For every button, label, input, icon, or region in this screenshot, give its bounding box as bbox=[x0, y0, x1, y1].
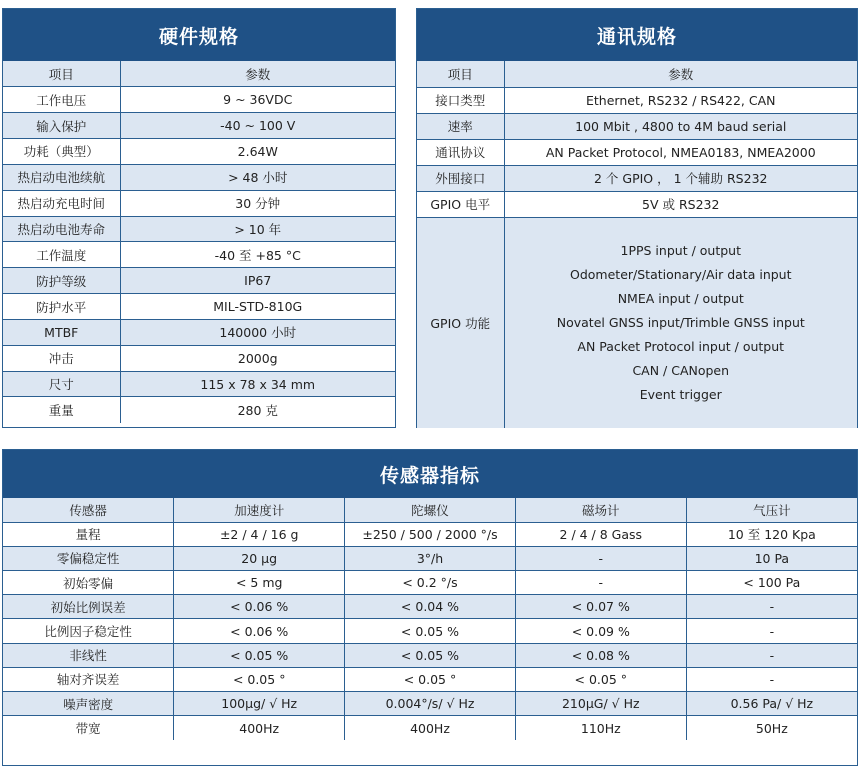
gpio-function-list bbox=[507, 243, 856, 402]
spec-item-cell: 防护等级 bbox=[3, 268, 120, 294]
table-row bbox=[3, 397, 395, 423]
spec-value-cell: < 100 Pa bbox=[686, 571, 857, 595]
spec-item-cell: 速率 bbox=[417, 113, 504, 139]
spec-value-cell: - bbox=[686, 595, 857, 619]
table-row bbox=[3, 716, 857, 740]
hardware-spec-table bbox=[3, 61, 395, 423]
table-row bbox=[3, 571, 857, 595]
gpio-function-item: 1PPS input / output bbox=[620, 243, 741, 259]
table-row bbox=[3, 595, 857, 619]
spec-value-cell: 5V 或 RS232 bbox=[504, 191, 857, 217]
spec-value-cell: ±250 / 500 / 2000 °/s bbox=[345, 522, 516, 546]
table-row bbox=[3, 87, 395, 113]
spec-value-cell: 2 / 4 / 8 Gass bbox=[515, 522, 686, 546]
spec-value-cell: 280 克 bbox=[120, 397, 395, 423]
table-row bbox=[417, 165, 857, 191]
spec-value-cell: < 0.05 % bbox=[345, 619, 516, 643]
spec-item-cell: 通讯协议 bbox=[417, 139, 504, 165]
spec-value-cell: 10 至 120 Kpa bbox=[686, 522, 857, 546]
spec-value-cell: 400Hz bbox=[174, 716, 345, 740]
spec-value-cell: 9 ~ 36VDC bbox=[120, 87, 395, 113]
comm-spec-table bbox=[417, 61, 857, 428]
spec-value-cell: Ethernet, RS232 / RS422, CAN bbox=[504, 87, 857, 113]
spec-value-cell: > 10 年 bbox=[120, 216, 395, 242]
spec-item-cell: 接口类型 bbox=[417, 87, 504, 113]
spec-item-cell: 防护水平 bbox=[3, 294, 120, 320]
spec-value-cell: 2.64W bbox=[120, 139, 395, 165]
spec-item-cell: 带宽 bbox=[3, 716, 174, 740]
spec-item-cell: 输入保护 bbox=[3, 113, 120, 139]
sensor-spec-panel bbox=[2, 449, 858, 766]
spec-item-cell: 量程 bbox=[3, 522, 174, 546]
spec-item-cell: 冲击 bbox=[3, 345, 120, 371]
spec-value-cell: 2000g bbox=[120, 345, 395, 371]
spec-value-cell: 10 Pa bbox=[686, 546, 857, 570]
gpio-function-item: Odometer/Stationary/Air data input bbox=[570, 267, 792, 283]
header-cell: 传感器 bbox=[3, 498, 174, 522]
header-cell: 气压计 bbox=[686, 498, 857, 522]
spec-value-cell: 3°/h bbox=[345, 546, 516, 570]
spec-value-cell: < 5 mg bbox=[174, 571, 345, 595]
spec-item-cell: 功耗（典型） bbox=[3, 139, 120, 165]
header-cell: 参数 bbox=[504, 61, 857, 87]
spec-value-cell: ±2 / 4 / 16 g bbox=[174, 522, 345, 546]
gpio-function-item: NMEA input / output bbox=[617, 291, 744, 307]
table-row bbox=[3, 522, 857, 546]
table-row bbox=[3, 190, 395, 216]
spec-item-cell: 外围接口 bbox=[417, 165, 504, 191]
gpio-function-label: GPIO 功能 bbox=[417, 217, 504, 428]
header-cell: 参数 bbox=[120, 61, 395, 87]
spec-value-cell: MIL-STD-810G bbox=[120, 294, 395, 320]
spec-value-cell: - bbox=[515, 571, 686, 595]
spec-value-cell: 20 µg bbox=[174, 546, 345, 570]
spec-value-cell: - bbox=[686, 619, 857, 643]
hardware-spec-panel bbox=[2, 8, 396, 428]
spec-value-cell: < 0.09 % bbox=[515, 619, 686, 643]
spec-value-cell: 210µG/ √ Hz bbox=[515, 692, 686, 716]
table-row bbox=[417, 139, 857, 165]
spec-item-cell: 初始零偏 bbox=[3, 571, 174, 595]
spec-value-cell: < 0.04 % bbox=[345, 595, 516, 619]
table-row bbox=[3, 113, 395, 139]
spec-value-cell: 2 个 GPIO ， 1 个辅助 RS232 bbox=[504, 165, 857, 191]
spec-value-cell: < 0.05 ° bbox=[515, 667, 686, 691]
spec-value-cell: < 0.05 % bbox=[345, 643, 516, 667]
table-row bbox=[3, 268, 395, 294]
gpio-function-list-cell bbox=[504, 217, 857, 428]
table-header-row bbox=[3, 61, 395, 87]
spec-item-cell: 热启动充电时间 bbox=[3, 190, 120, 216]
spec-value-cell: -40 至 +85 °C bbox=[120, 242, 395, 268]
spec-value-cell: < 0.06 % bbox=[174, 619, 345, 643]
hardware-spec-title: 硬件规格 bbox=[3, 9, 395, 61]
header-cell: 加速度计 bbox=[174, 498, 345, 522]
spec-value-cell: 50Hz bbox=[686, 716, 857, 740]
spec-item-cell: 工作电压 bbox=[3, 87, 120, 113]
spec-item-cell: MTBF bbox=[3, 319, 120, 345]
spec-value-cell: 0.56 Pa/ √ Hz bbox=[686, 692, 857, 716]
table-row bbox=[3, 546, 857, 570]
spec-item-cell: 初始比例误差 bbox=[3, 595, 174, 619]
comm-spec-panel bbox=[416, 8, 858, 428]
spec-item-cell: 非线性 bbox=[3, 643, 174, 667]
comm-spec-title: 通讯规格 bbox=[417, 9, 857, 61]
spec-value-cell: - bbox=[515, 546, 686, 570]
spec-item-cell: 噪声密度 bbox=[3, 692, 174, 716]
gpio-function-item: AN Packet Protocol input / output bbox=[577, 339, 785, 355]
spec-value-cell: - bbox=[686, 667, 857, 691]
table-header-row bbox=[417, 61, 857, 87]
spec-value-cell: 110Hz bbox=[515, 716, 686, 740]
gpio-function-item: CAN / CANopen bbox=[632, 363, 730, 379]
spec-item-cell: 工作温度 bbox=[3, 242, 120, 268]
spec-item-cell: 零偏稳定性 bbox=[3, 546, 174, 570]
table-row bbox=[3, 139, 395, 165]
table-row bbox=[3, 164, 395, 190]
spec-item-cell: 重量 bbox=[3, 397, 120, 423]
spec-value-cell: < 0.05 ° bbox=[345, 667, 516, 691]
spec-value-cell: < 0.05 ° bbox=[174, 667, 345, 691]
spec-value-cell: < 0.2 °/s bbox=[345, 571, 516, 595]
header-cell: 项目 bbox=[417, 61, 504, 87]
spec-item-cell: 热启动电池续航 bbox=[3, 164, 120, 190]
gpio-function-row bbox=[417, 217, 857, 428]
gpio-function-item: Event trigger bbox=[639, 387, 722, 403]
spec-item-cell: 比例因子稳定性 bbox=[3, 619, 174, 643]
table-row bbox=[3, 692, 857, 716]
spec-value-cell: - bbox=[686, 643, 857, 667]
gpio-function-item: Novatel GNSS input/Trimble GNSS input bbox=[556, 315, 805, 331]
header-cell: 磁场计 bbox=[515, 498, 686, 522]
sensor-spec-title: 传感器指标 bbox=[3, 450, 857, 498]
spec-value-cell: 140000 小时 bbox=[120, 319, 395, 345]
spec-value-cell: 400Hz bbox=[345, 716, 516, 740]
table-row bbox=[3, 643, 857, 667]
table-row bbox=[3, 371, 395, 397]
table-row bbox=[3, 619, 857, 643]
table-header-row bbox=[3, 498, 857, 522]
table-row bbox=[3, 345, 395, 371]
table-row bbox=[3, 242, 395, 268]
spec-value-cell: < 0.07 % bbox=[515, 595, 686, 619]
spec-item-cell: GPIO 电平 bbox=[417, 191, 504, 217]
spec-value-cell: < 0.06 % bbox=[174, 595, 345, 619]
table-row bbox=[3, 216, 395, 242]
spec-item-cell: 尺寸 bbox=[3, 371, 120, 397]
spec-value-cell: AN Packet Protocol, NMEA0183, NMEA2000 bbox=[504, 139, 857, 165]
table-row bbox=[417, 191, 857, 217]
spec-value-cell: < 0.08 % bbox=[515, 643, 686, 667]
spec-value-cell: 100 Mbit , 4800 to 4M baud serial bbox=[504, 113, 857, 139]
spec-value-cell: IP67 bbox=[120, 268, 395, 294]
spec-item-cell: 轴对齐误差 bbox=[3, 667, 174, 691]
header-cell: 陀螺仪 bbox=[345, 498, 516, 522]
table-row bbox=[3, 294, 395, 320]
spec-value-cell: > 48 小时 bbox=[120, 164, 395, 190]
table-row bbox=[3, 319, 395, 345]
spec-value-cell: 30 分钟 bbox=[120, 190, 395, 216]
table-row bbox=[417, 87, 857, 113]
table-row bbox=[417, 113, 857, 139]
table-row bbox=[3, 667, 857, 691]
spec-value-cell: 0.004°/s/ √ Hz bbox=[345, 692, 516, 716]
spec-value-cell: -40 ~ 100 V bbox=[120, 113, 395, 139]
spec-item-cell: 热启动电池寿命 bbox=[3, 216, 120, 242]
spec-value-cell: < 0.05 % bbox=[174, 643, 345, 667]
header-cell: 项目 bbox=[3, 61, 120, 87]
sensor-spec-table bbox=[3, 498, 857, 740]
spec-value-cell: 115 x 78 x 34 mm bbox=[120, 371, 395, 397]
spec-value-cell: 100µg/ √ Hz bbox=[174, 692, 345, 716]
